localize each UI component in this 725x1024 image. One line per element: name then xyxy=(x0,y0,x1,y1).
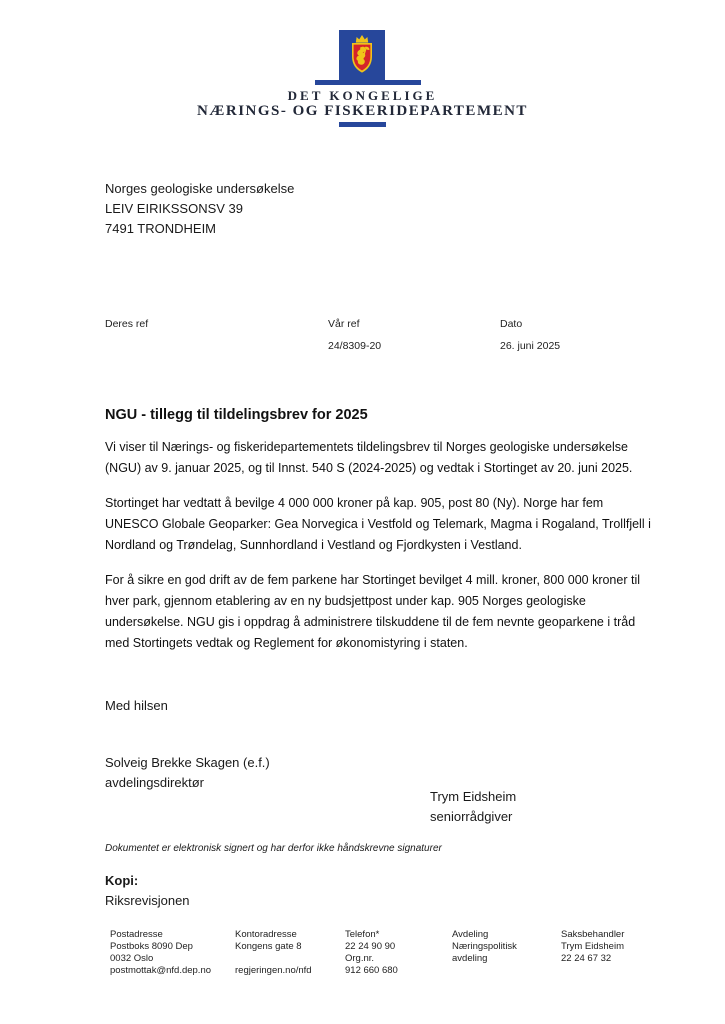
coat-of-arms-icon xyxy=(339,30,385,82)
footer-column-postadresse xyxy=(110,929,211,977)
footer-heading: Telefon* xyxy=(345,929,380,940)
footer-heading: Postadresse xyxy=(110,929,163,940)
body-paragraph: For å sikre en god drift av de fem parkene har Stortinget bevilget 4 mill. kroner, 800 000 kroner til hver park, gjennom etablering av en ny budsjettpost under kap. 905 Norges geologiske undersøkelse. NGU gis i oppdrag å administrere tilskuddene til de fem nevnte geoparkene i tråd med Stortingets vedtak og Reglement for økonomistyring i staten. xyxy=(105,573,640,650)
footer-line: postmottak@nfd.dep.no xyxy=(110,965,212,976)
body-paragraph: Stortinget har vedtatt å bevilge 4 000 000 kroner på kap. 905, post 80 (Ny). Norge har fem UNESCO Globale Geoparker: Gea Norvegica i Vestfold og Telemark, Magma i Rogaland, Trollfjell i Nordland og Trøndelag, Sunnhordland i Vestland og Fjordkysten i Vestland. xyxy=(105,496,651,552)
footer-line: regjeringen.no/nfd xyxy=(235,965,312,976)
letterhead-royal-line: DET KONGELIGE xyxy=(287,88,438,103)
dato-column xyxy=(500,318,560,352)
crest-base-bar xyxy=(339,122,386,127)
footer-line: Trym Eidsheim xyxy=(561,941,624,952)
footer-line: Kongens gate 8 xyxy=(235,941,302,952)
signer-primary xyxy=(105,753,270,793)
body-paragraph: Vi viser til Nærings- og fiskeridepartementets tildelingsbrev til Norges geologiske undersøkelse (NGU) av 9. januar 2025, og til Innst. 540 S (2024-2025) og vedtak i Stortinget av 20. juni 2025. xyxy=(105,440,633,475)
deres-ref-label: Deres ref xyxy=(105,318,149,330)
footer-heading: Avdeling xyxy=(452,929,489,940)
footer-line xyxy=(235,953,312,965)
footer-heading: Saksbehandler xyxy=(561,929,625,940)
footer-heading: Kontoradresse xyxy=(235,929,297,940)
deres-ref-value xyxy=(105,340,148,352)
footer-line: 22 24 90 90 xyxy=(345,941,396,952)
recipient-address xyxy=(105,179,294,239)
footer-line: 912 660 680 xyxy=(345,965,398,976)
copy-label: Kopi: xyxy=(105,873,139,888)
footer-line: Næringspolitisk xyxy=(452,941,517,952)
recipient-street: LEIV EIRIKSSONSV 39 xyxy=(105,201,244,216)
closing-phrase: Med hilsen xyxy=(105,698,168,713)
footer-line: 22 24 67 32 xyxy=(561,953,612,964)
letterhead-ministry-line: NÆRINGS- OG FISKERIDEPARTEMENT xyxy=(197,103,528,119)
copy-section xyxy=(105,871,190,911)
footer-column-saksbehandler xyxy=(561,929,624,965)
footer-line: Org.nr. xyxy=(345,953,375,964)
electronic-signature-note: Dokumentet er elektronisk signert og har derfor ikke håndskrevne signaturer xyxy=(105,843,442,854)
var-ref-column xyxy=(328,318,381,352)
signer-primary-title: avdelingsdirektør xyxy=(105,775,204,790)
recipient-name: Norges geologiske undersøkelse xyxy=(105,181,295,196)
footer-line: 0032 Oslo xyxy=(110,953,154,964)
crest-wing-bar xyxy=(315,80,421,85)
footer-column-avdeling xyxy=(452,929,517,965)
dato-value: 26. juni 2025 xyxy=(500,340,561,352)
signer-primary-name: Solveig Brekke Skagen (e.f.) xyxy=(105,755,270,770)
signer-secondary-name: Trym Eidsheim xyxy=(430,789,517,804)
footer-line: Postboks 8090 Dep xyxy=(110,941,193,952)
letter-title: NGU - tillegg til tildelingsbrev for 2025 xyxy=(105,407,368,423)
signer-secondary-title: seniorrådgiver xyxy=(430,809,513,824)
var-ref-value: 24/8309-20 xyxy=(328,340,382,352)
footer-column-telefon xyxy=(345,929,398,977)
recipient-city: 7491 TRONDHEIM xyxy=(105,221,217,236)
signer-secondary xyxy=(430,787,516,827)
var-ref-label: Vår ref xyxy=(328,318,360,330)
footer-line: avdeling xyxy=(452,953,488,964)
dato-label: Dato xyxy=(500,318,523,330)
copy-recipient: Riksrevisjonen xyxy=(105,893,190,908)
letter-body xyxy=(105,407,660,668)
footer-column-kontoradresse xyxy=(235,929,312,977)
deres-ref-column xyxy=(105,318,148,352)
